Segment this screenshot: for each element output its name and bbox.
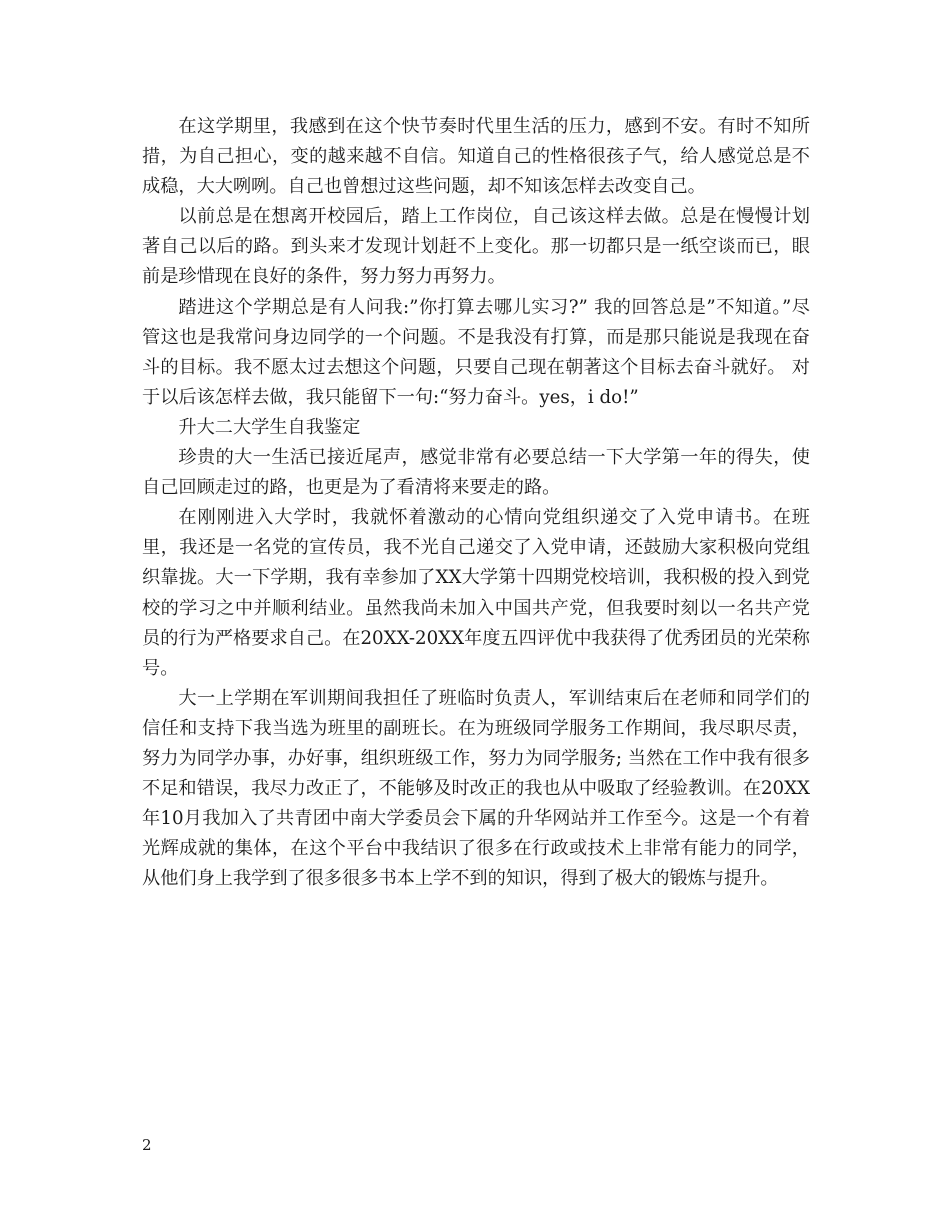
- section-heading: 升大二大学生自我鉴定: [178, 416, 361, 438]
- paragraph: 珍贵的大一生活已接近尾声，感觉非常有必要总结一下大学第一年的得失，使自己回顾走过的路，也更是为了看清将来要走的路。: [142, 447, 810, 499]
- paragraph: 在刚刚进入大学时，我就怀着激动的心情向党组织递交了入党申请书。在班里，我还是一名党的宣传员，我不光自己递交了入党申请，还鼓励大家积极向党组织靠拢。大一下学期，我有幸参加了XX大学第十四期党校培训，我积极的投入到党校的学习之中并顺利结业。虽然我尚未加入中国共产党，但我要时刻以一名共产党员的行为严格要求自己。在20XX-20XX年度五四评优中我获得了优秀团员的光荣称号。: [142, 507, 810, 679]
- paragraph: 以前总是在想离开校园后，踏上工作岗位，自己该这样去做。总是在慢慢计划著自己以后的路。到头来才发现计划赶不上变化。那一切都只是一纸空谈而已，眼前是珍惜现在良好的条件，努力努力再努力。: [142, 206, 810, 288]
- paragraph: 踏进这个学期总是有人问我:”你打算去哪儿实习?” 我的回答总是”不知道。”尽管这也是我常问身边同学的一个问题。不是我没有打算，而是那只能说是我现在奋斗的目标。我不愿太过去想这个问题，只要自己现在朝著这个目标去奋斗就好。 对于以后该怎样去做，我只能留下一句:“努力奋斗。yes，i do!”: [142, 296, 810, 408]
- paragraph: 在这学期里，我感到在这个快节奏时代里生活的压力，感到不安。有时不知所措，为自己担心，变的越来越不自信。知道自己的性格很孩子气，给人感觉总是不成稳，大大咧咧。自己也曾想过这些问题，却不知该怎样去改变自己。: [142, 116, 810, 198]
- paragraph: 大一上学期在军训期间我担任了班临时负责人，军训结束后在老师和同学们的信任和支持下我当选为班里的副班长。在为班级同学服务工作期间，我尽职尽责，努力为同学办事，办好事，组织班级工作，努力为同学服务; 当然在工作中我有很多不足和错误，我尽力改正了，不能够及时改正的我也从中吸取了经验教训。在20XX年10月我加入了共青团中南大学委员会下属的升华网站并工作至今。这是一个有着光辉成就的集体，在这个平台中我结识了很多在行政或技术上非常有能力的同学，从他们身上我学到了很多很多书本上学不到的知识，得到了极大的锻炼与提升。: [142, 687, 810, 890]
- page-number: 2: [142, 1136, 152, 1154]
- document-body: [142, 112, 810, 894]
